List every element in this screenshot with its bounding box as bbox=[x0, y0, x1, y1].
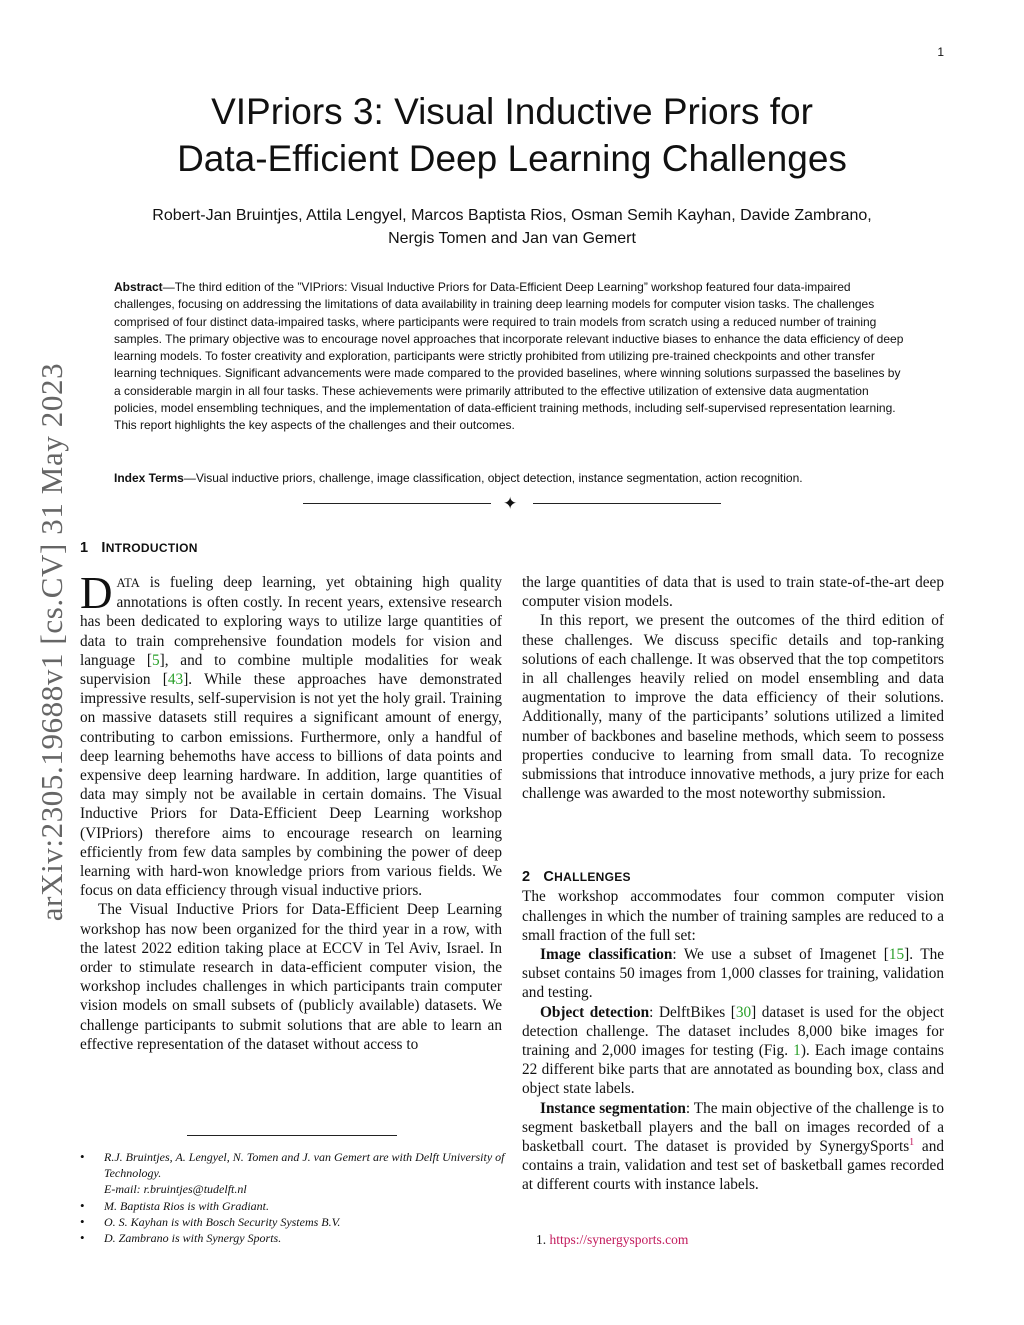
footnote-marker[interactable]: 1 bbox=[909, 1136, 915, 1148]
index-terms-label: Index Terms bbox=[114, 471, 184, 485]
divider-star-icon: ✦ bbox=[503, 494, 518, 513]
section-divider bbox=[0, 494, 1024, 513]
footnote-item: • D. Zambrano is with Synergy Sports. bbox=[80, 1230, 510, 1246]
footnote-email: E-mail: r.bruintjes@tudelft.nl bbox=[104, 1182, 247, 1197]
arxiv-identifier: arXiv:2305.19688v1 [cs.CV] 31 May 2023 bbox=[34, 362, 69, 922]
left-column bbox=[80, 568, 502, 1054]
citation-link[interactable]: 15 bbox=[888, 946, 905, 964]
page-number: 1 bbox=[937, 45, 944, 59]
paper-title bbox=[60, 88, 964, 182]
section-2-number: 2 bbox=[522, 869, 531, 885]
challenge-label: Instance segmentation bbox=[540, 1099, 686, 1117]
section-1-title-rest: NTRODUCTION bbox=[105, 541, 198, 555]
section-heading-introduction bbox=[80, 540, 198, 556]
drop-cap-lead: ATA bbox=[116, 576, 140, 590]
challenge-label: Image classification bbox=[540, 946, 673, 964]
drop-cap: D bbox=[80, 568, 113, 618]
url-footnote bbox=[536, 1232, 688, 1248]
divider-rule-left bbox=[303, 503, 491, 504]
divider-rule-right bbox=[533, 503, 721, 504]
index-terms-text: —Visual inductive priors, challenge, image classification, object detection, instance segmentation, action recognition. bbox=[183, 471, 803, 485]
section-2-title-first: C bbox=[543, 869, 555, 885]
section-2-title-rest: HALLENGES bbox=[554, 870, 631, 884]
authors-line-2: Nergis Tomen and Jan van Gemert bbox=[388, 230, 636, 247]
footnote-item: • O. S. Kayhan is with Bosch Security Systems B.V. bbox=[80, 1214, 510, 1230]
section-heading-challenges bbox=[522, 869, 631, 885]
challenge-image-classification: Image classification: We use a subset of Imagenet [15]. The subset contains 50 images from 1,000 classes for training, validation and testing. bbox=[522, 946, 945, 1002]
challenges-intro: The workshop accommodates four common computer vision challenges in which the number of training samples are reduced to a small fraction of the full set: bbox=[522, 888, 944, 944]
challenge-instance-segmentation: Instance segmentation: The main objective of the challenge is to segment basketball players and the ball on images recorded of a basketball court. The dataset is provided by SynergySports$^1$ and contains a train, validation and test set of basketball games recorded at different courts with instance labels. bbox=[522, 1099, 944, 1194]
footnote-item: • R.J. Bruintjes, A. Lengyel, N. Tomen and J. van Gemert are with Delft University of Technology. E-mail: r.bruintjes@tudelft.nl bbox=[80, 1149, 510, 1198]
citation-link[interactable]: 5 bbox=[152, 651, 160, 669]
intro-paragraph-3: In this report, we present the outcomes of the third edition of these challenges. We discuss specific details and top-ranking solutions of each challenge. It was observed that the top competitors in all challenges heavily relied on model ensembling and data augmentation to improve the data efficiency of their solutions. Additionally, many of the participants’ solutions utilized a limited number of backbones and baseline methods, which seem to possess properties conducive to learning from small data. To recognize submissions that introduce innovative methods, a jury prize for each challenge was awarded to the most noteworthy submission. bbox=[522, 612, 944, 803]
figure-link[interactable]: 1 bbox=[793, 1042, 801, 1060]
title-line-1: VIPriors 3: Visual Inductive Priors for bbox=[211, 91, 813, 132]
author-list bbox=[80, 204, 944, 250]
citation-link[interactable]: 43 bbox=[167, 671, 184, 689]
authors-line-1: Robert-Jan Bruintjes, Attila Lengyel, Marcos Baptista Rios, Osman Semih Kayhan, Davide Zambrano, bbox=[152, 207, 872, 224]
footnote-item: • M. Baptista Rios is with Gradiant. bbox=[80, 1198, 510, 1214]
abstract-label: Abstract bbox=[114, 280, 163, 294]
section-1-title-first: I bbox=[101, 540, 106, 556]
footnote-rule bbox=[187, 1135, 397, 1136]
index-terms bbox=[114, 470, 908, 487]
intro-paragraph-2-continued: the large quantities of data that is used to train state-of-the-art deep computer vision models. bbox=[522, 574, 944, 611]
challenge-object-detection: Object detection: DelftBikes [30] dataset is used for the object detection challenge. The dataset includes 8,000 bike images for training and 2,000 images for testing (Fig. 1). Each image contains 22 different bike parts that are annotated as bounding box, class and object state labels. bbox=[522, 1003, 944, 1098]
url-footnote-number: 1. bbox=[536, 1232, 547, 1247]
section-1-number: 1 bbox=[80, 540, 89, 556]
abstract bbox=[114, 279, 908, 435]
intro-paragraph-1: DATA is fueling deep learning, yet obtaining high quality annotations is often costly. In recent years, extensive research has been dedicated to exploring ways to utilize large quantities of data to train comprehensive foundation models for vision and language [5], and to combine multiple modalities for weak supervision [43]. While these approaches have demonstrated impressive results, self-supervision is not yet the holy grail. Training on massive datasets still requires a significant amount of energy, contributing to carbon emissions. Furthermore, only a handful of deep learning behemoths have access to billions of data points and expensive deep learning hardware. In addition, large quantities of data may simply not be available in certain domains. The Visual Inductive Priors for Data-Efficient Deep Learning workshop (VIPriors) therefore aims to encourage research on learning efficiently from few data samples by combining the power of deep learning with hard-won knowledge priors from various fields. We focus on data efficiency through visual inductive priors. bbox=[80, 568, 502, 900]
affiliation-footnotes bbox=[80, 1149, 510, 1246]
challenge-label: Object detection bbox=[540, 1003, 650, 1021]
citation-link[interactable]: 30 bbox=[735, 1003, 752, 1021]
intro-paragraph-2: The Visual Inductive Priors for Data-Efficient Deep Learning workshop has now been organized for the third year in a row, with the latest 2022 edition taking place at ECCV in Tel Aviv, Israel. In order to stimulate research in data-efficient computer vision, the workshop includes challenges in which participants train computer vision models on small subsets of (publicly available) datasets. We challenge participants to submit solutions that are able to learn an effective representation of the dataset without access to bbox=[80, 901, 502, 1053]
abstract-text: —The third edition of the ”VIPriors: Visual Inductive Priors for Data-Efficient Deep Learning” workshop featured four data-impaired challenges, focusing on addressing the limitations of data availability in training deep learning models for computer vision tasks. The challenges comprised of four distinct data-impaired tasks, where participants were required to train models from scratch using a reduced number of training samples. The primary objective was to encourage novel approaches that incorporate relevant inductive biases to enhance the data efficiency of deep learning models. To foster creativity and exploration, participants were strictly prohibited from utilizing pre-trained checkpoints and other transfer learning techniques. Significant advancements were made compared to the provided baselines, where winning solutions surpassed the baselines by a considerable margin in all four tasks. These achievements were primarily attributed to the effective utilization of extensive data augmentation policies, model ensembling techniques, and the implementation of data-efficient training methods, including self-supervised representation learning. This report highlights the key aspects of the challenges and their outcomes. bbox=[114, 280, 904, 433]
title-line-2: Data-Efficient Deep Learning Challenges bbox=[177, 138, 847, 179]
synergysports-link[interactable]: https://synergysports.com bbox=[549, 1232, 689, 1247]
